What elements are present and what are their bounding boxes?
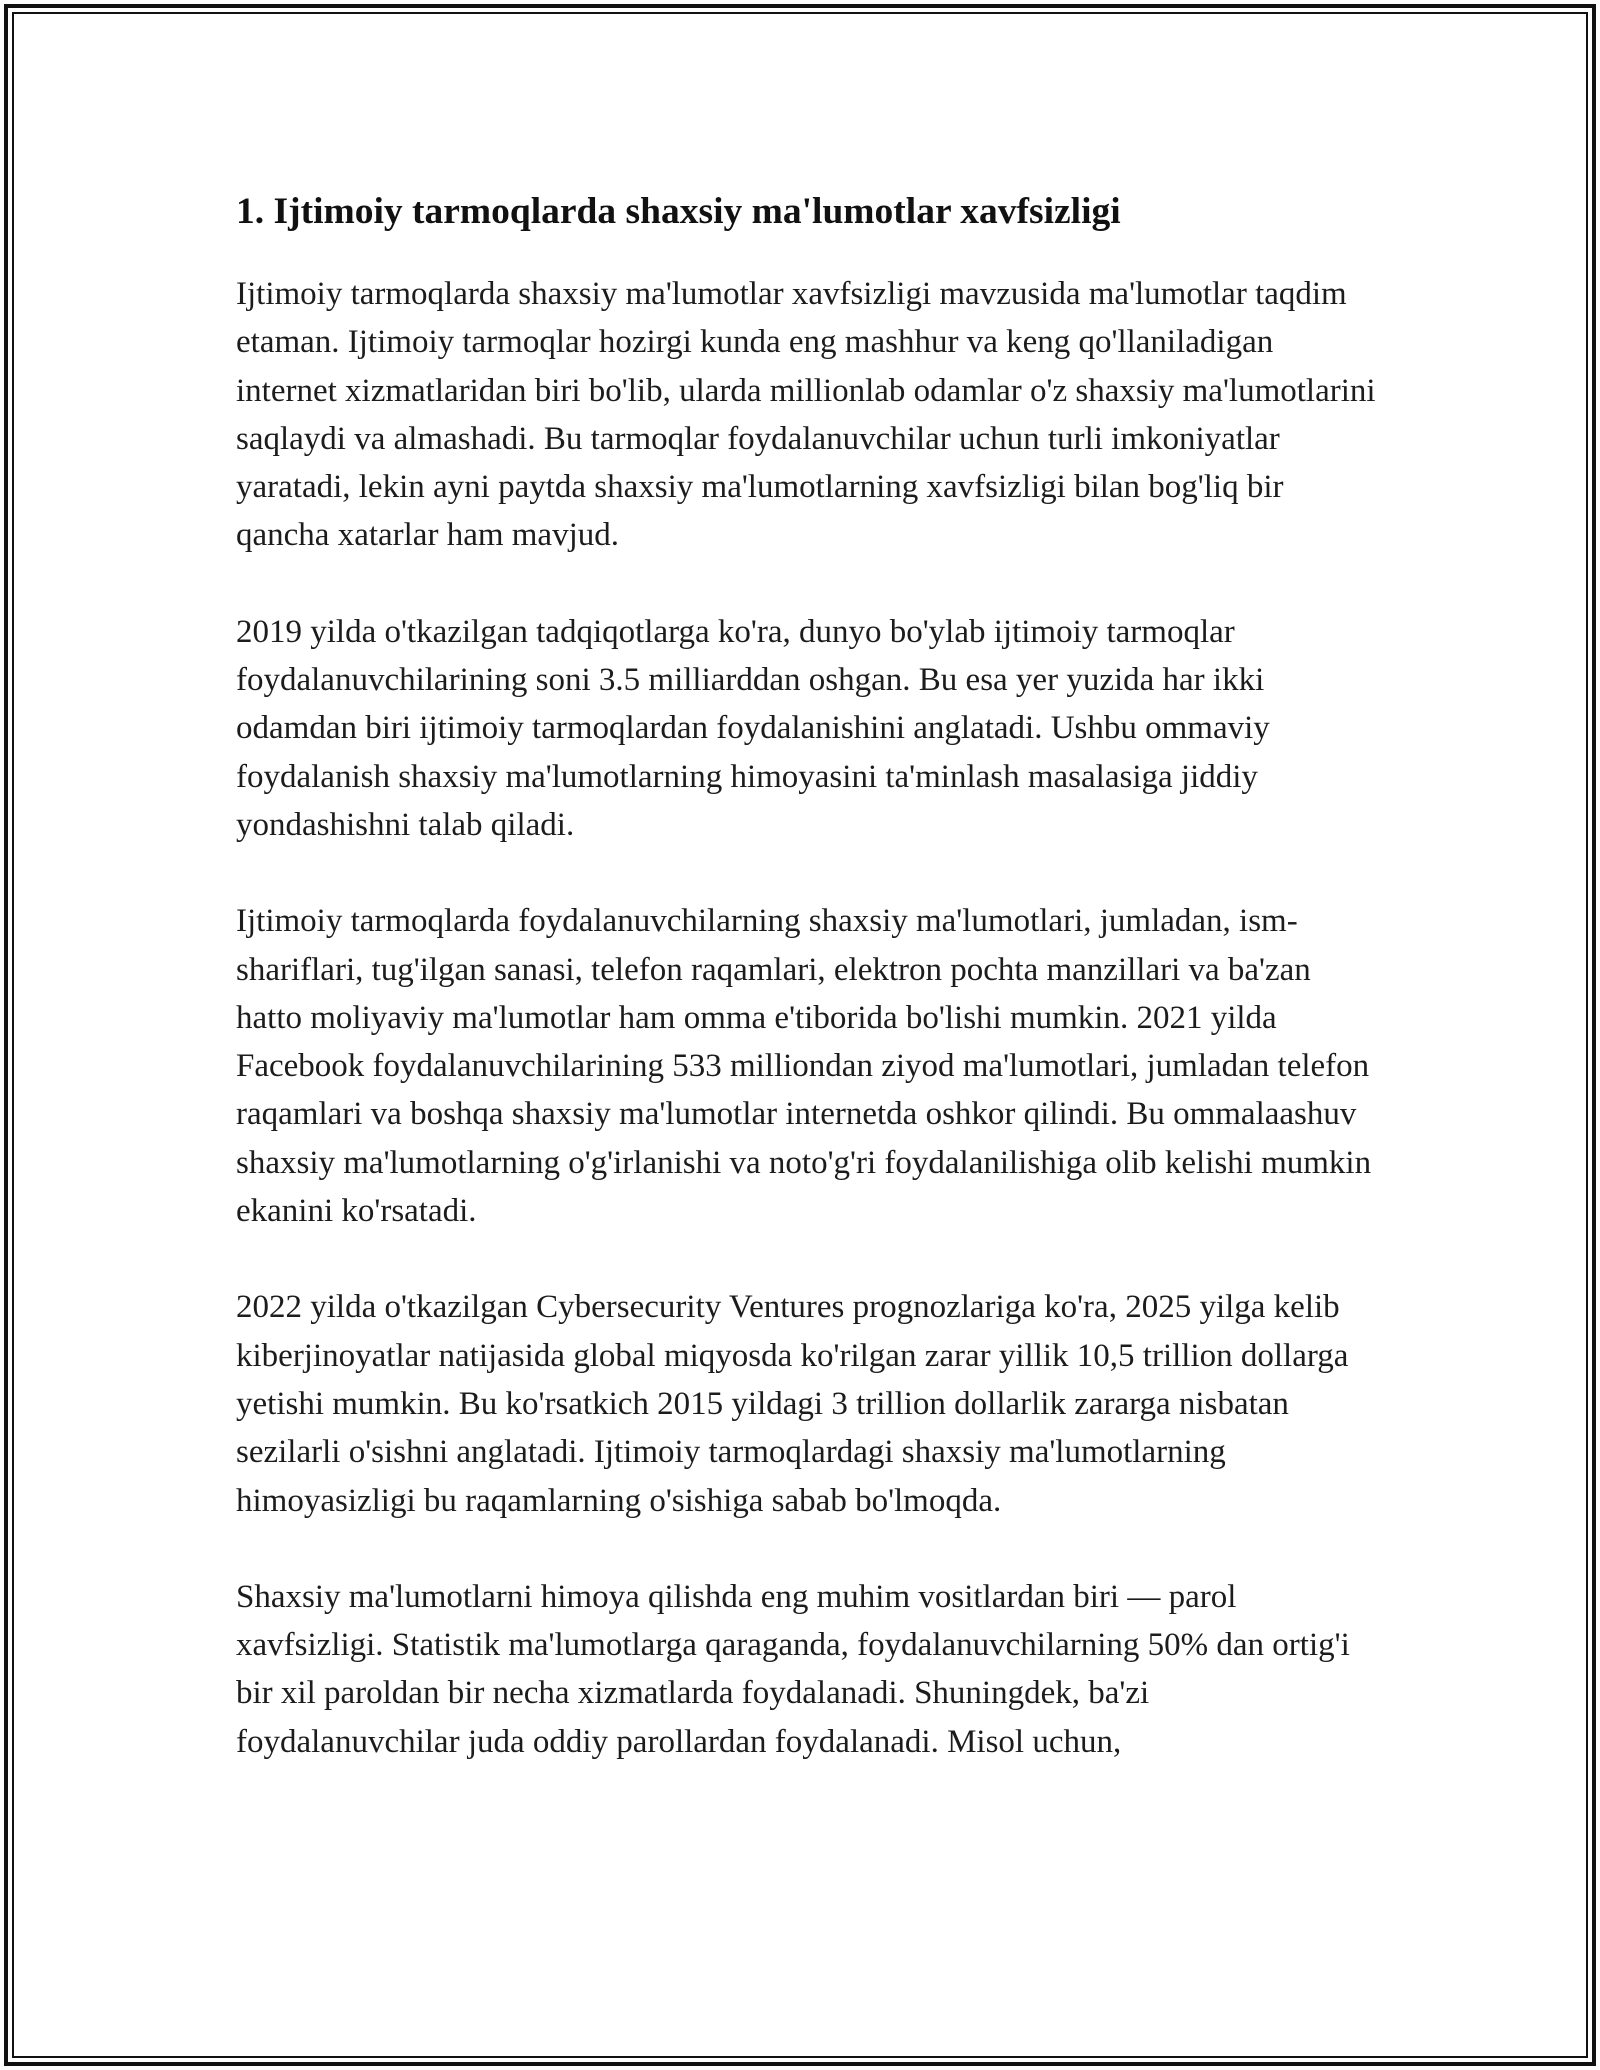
paragraph-user-statistics: 2019 yilda o'tkazilgan tadqiqotlarga ko'ra, dunyo bo'ylab ijtimoiy tarmoqlar foydalanuvchilarining soni 3.5 milliarddan oshgan. Bu esa yer yuzida har ikki odamdan biri ijtimoiy tarmoqlardan foydalanishini anglatadi. Ushbu ommaviy foydalanish shaxsiy ma'lumotlarning himoyasini ta'minlash masalasiga jiddiy yondashishni talab qiladi. bbox=[236, 613, 1270, 843]
paragraph-intro: Ijtimoiy tarmoqlarda shaxsiy ma'lumotlar xavfsizligi mavzusida ma'lumotlar taqdim etaman. Ijtimoiy tarmoqlar hozirgi kunda eng mashhur va keng qo'llaniladigan internet xizmatlaridan biri bo'lib, ularda millionlab odamlar o'z shaxsiy ma'lumotlarini saqlaydi va almashadi. Bu tarmoqlar foydalanuvchilar uchun turli imkoniyatlar yaratadi, lekin ayni paytda shaxsiy ma'lumotlarning xavfsizligi bilan bog'liq bir qancha xatarlar ham mavjud. bbox=[236, 276, 1376, 554]
paragraph-cybercrime-forecast: 2022 yilda o'tkazilgan Cybersecurity Ventures prognozlariga ko'ra, 2025 yilga kelib kiberjinoyatlar natijasida global miqyosda ko'rilgan zarar yillik 10,5 trillion dollarga yetishi mumkin. Bu ko'rsatkich 2015 yildagi 3 trillion dollarlik zararga nisbatan sezilarli o'sishni anglatadi. Ijtimoiy tarmoqlardagi shaxsiy ma'lumotlarning himoyasizligi bu raqamlarning o'sishiga sabab bo'lmoqda. bbox=[236, 1289, 1349, 1519]
paragraph-password-security: Shaxsiy ma'lumotlarni himoya qilishda eng muhim vositlardan biri — parol xavfsizligi. Statistik ma'lumotlarga qaraganda, foydalanuvchilarning 50% dan ortig'i bir xil paroldan bir necha xizmatlarda foydalanadi. Shuningdek, ba'zi foydalanuvchilar juda oddiy parollardan foydalanadi. Misol uchun, bbox=[236, 1578, 1350, 1760]
section-heading: 1. Ijtimoiy tarmoqlarda shaxsiy ma'lumotlar xavfsizligi bbox=[236, 191, 1121, 232]
paragraph-data-exposure: Ijtimoiy tarmoqlarda foydalanuvchilarning shaxsiy ma'lumotlari, jumladan, ism-shariflari, tug'ilgan sanasi, telefon raqamlari, elektron pochta manzillari va ba'zan hatto moliyaviy ma'lumotlar ham omma e'tiborida bo'lishi mumkin. 2021 yilda Facebook foydalanuvchilarining 533 milliondan ziyod ma'lumotlari, jumladan telefon raqamlari va boshqa shaxsiy ma'lumotlar internetda oshkor qilindi. Bu ommalaashuv shaxsiy ma'lumotlarning o'g'irlanishi va noto'g'ri foydalanilishiga olib kelishi mumkin ekanini ko'rsatadi. bbox=[236, 903, 1372, 1230]
document-body bbox=[236, 186, 1376, 1814]
